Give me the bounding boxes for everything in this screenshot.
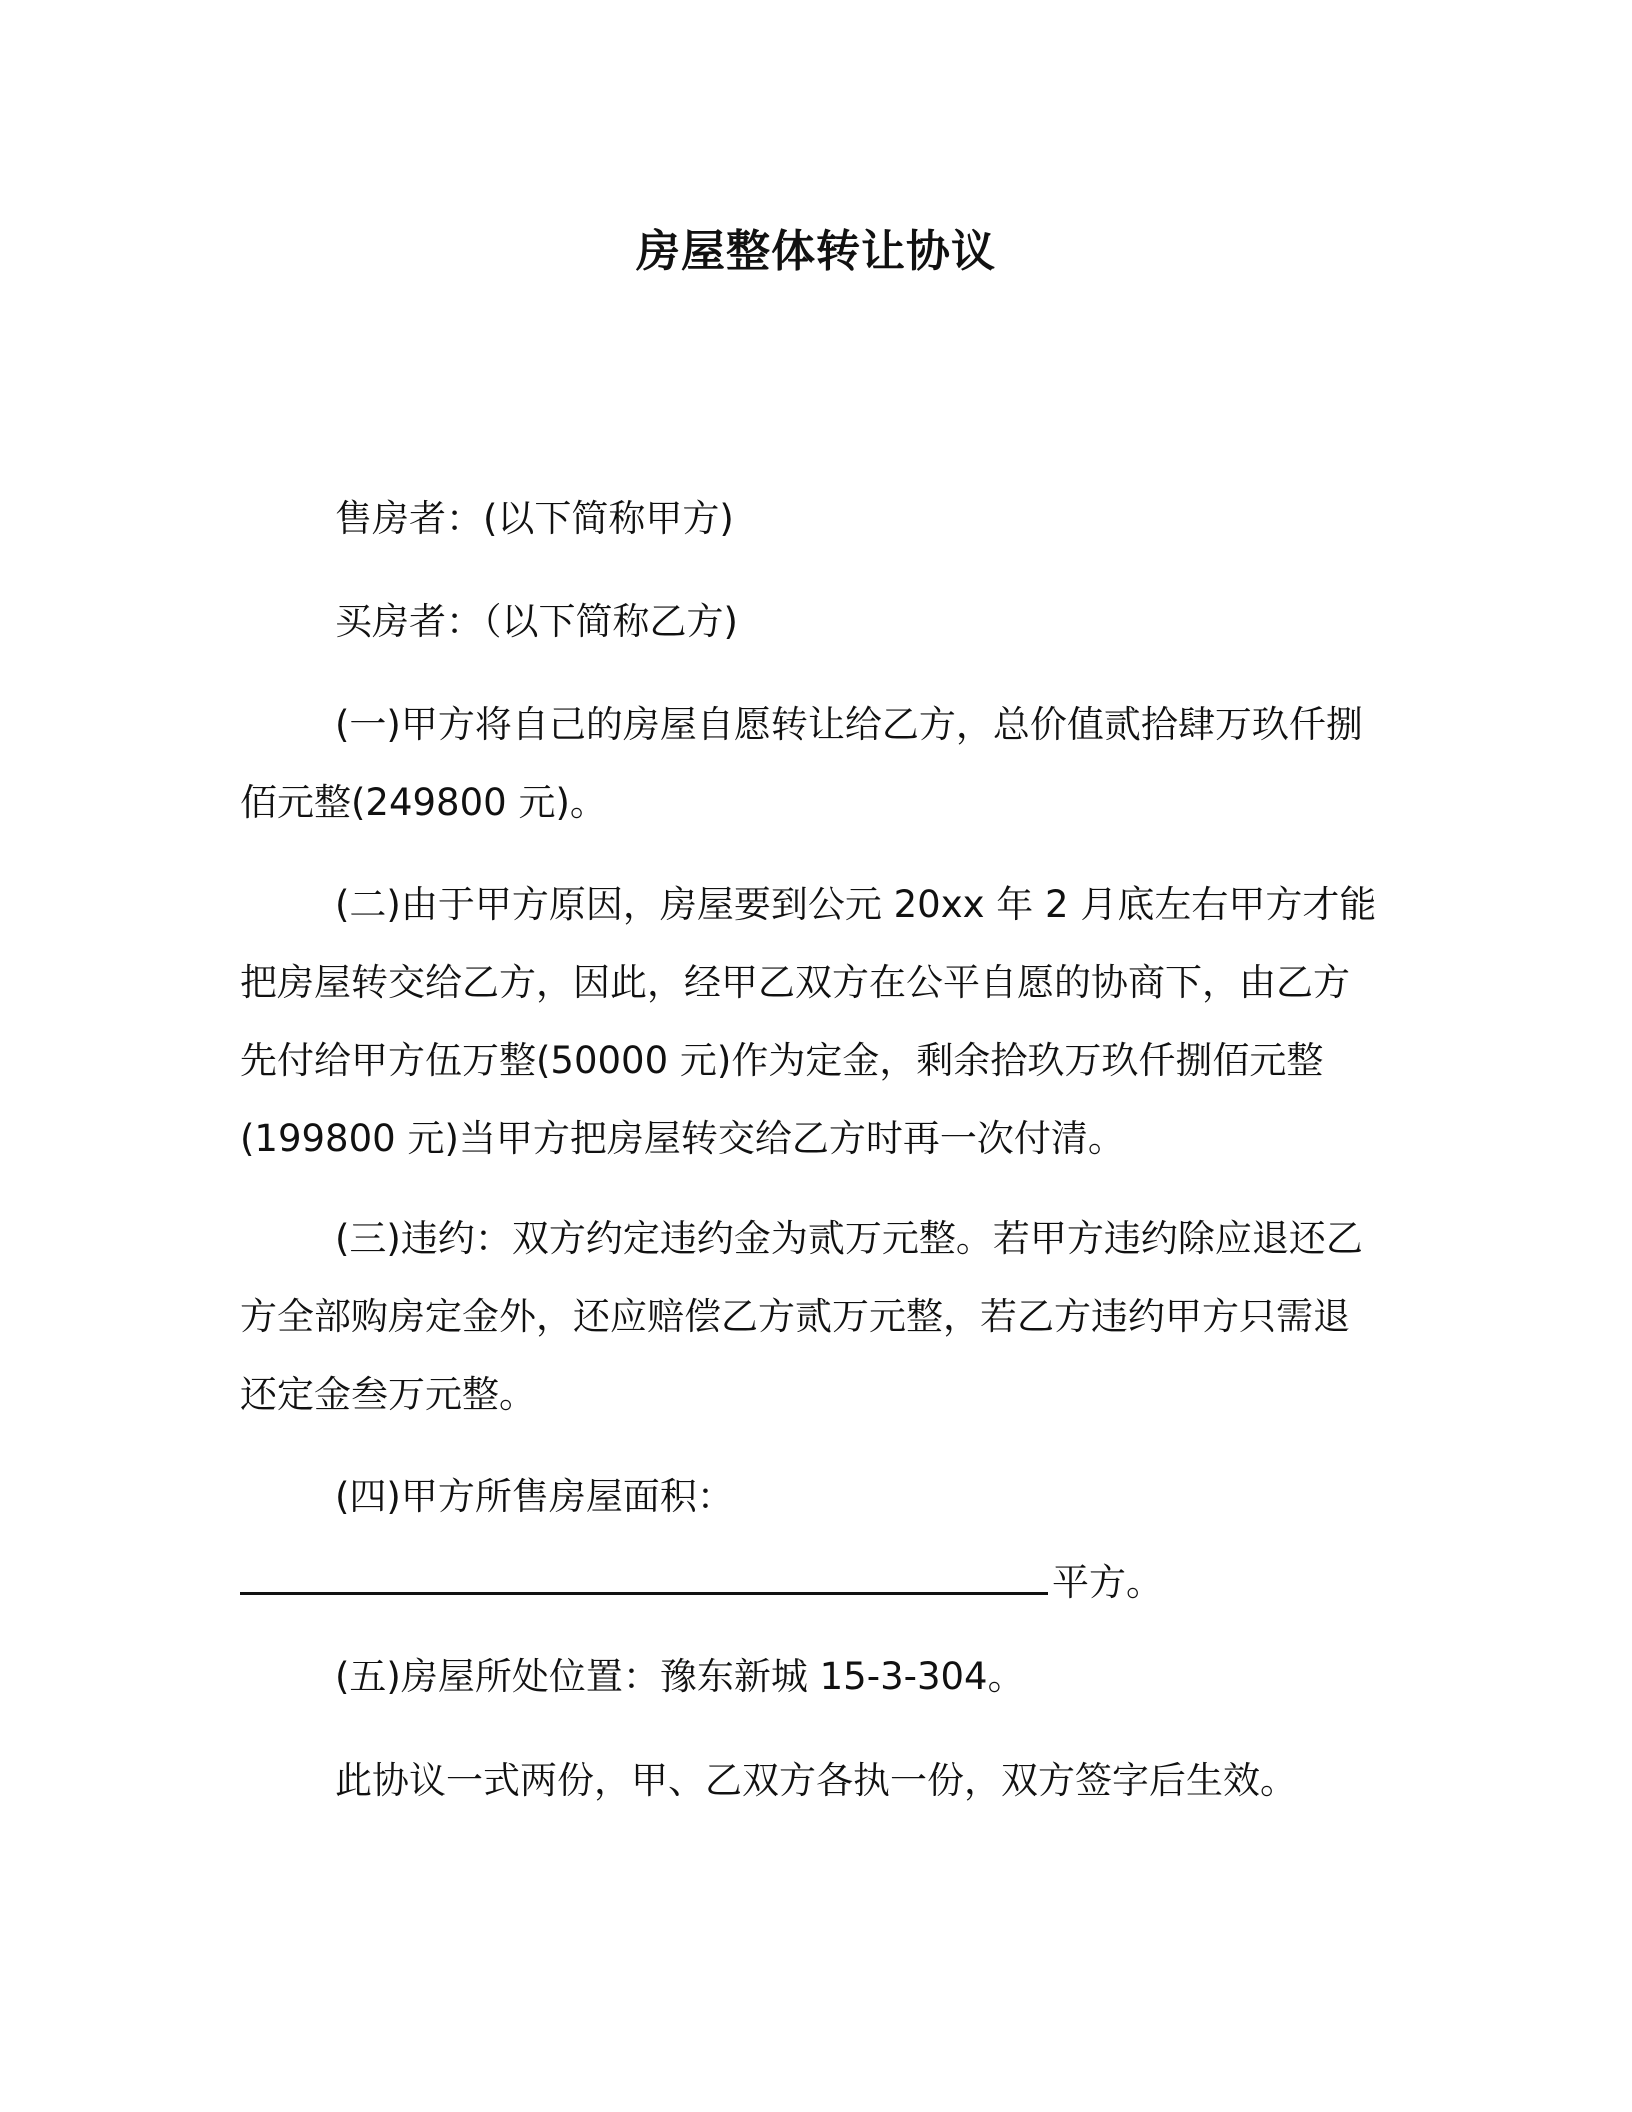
clause-2-line-2: 把房屋转交给乙方，因此，经甲乙双方在公平自愿的协商下，由乙方	[240, 961, 1350, 1004]
buyer-line: 买房者：（以下简称乙方)	[335, 600, 738, 643]
clause-5-line: (五)房屋所处位置：豫东新城 15-3-304。	[335, 1655, 1025, 1698]
document-title: 房屋整体转让协议	[636, 226, 996, 277]
clause-1-line-2: 佰元整(249800 元)。	[240, 781, 607, 824]
clause-2-line-1: (二)由于甲方原因，房屋要到公元 20xx 年 2 月底左右甲方才能	[335, 883, 1377, 926]
clause-4-area-line	[240, 1544, 1163, 1622]
clause-2-line-3: 先付给甲方伍万整(50000 元)作为定金，剩余拾玖万玖仟捌佰元整	[240, 1039, 1324, 1082]
clause-3-line-2: 方全部购房定金外，还应赔偿乙方贰万元整，若乙方违约甲方只需退	[240, 1295, 1350, 1338]
clause-2-line-4: (199800 元)当甲方把房屋转交给乙方时再一次付清。	[240, 1117, 1125, 1160]
seller-line: 售房者：(以下简称甲方)	[335, 497, 734, 540]
clause-4-line-1: (四)甲方所售房屋面积：	[335, 1475, 734, 1518]
area-blank-underline	[240, 1550, 1048, 1595]
clause-3-line-1: (三)违约：双方约定违约金为贰万元整。若甲方违约除应退还乙	[335, 1217, 1363, 1260]
closing-line: 此协议一式两份，甲、乙双方各执一份，双方签字后生效。	[335, 1759, 1297, 1802]
area-unit-suffix: 平方。	[1052, 1561, 1163, 1604]
clause-1-line-1: (一)甲方将自己的房屋自愿转让给乙方，总价值贰拾肆万玖仟捌	[335, 703, 1363, 746]
clause-3-line-3: 还定金叁万元整。	[240, 1373, 536, 1416]
